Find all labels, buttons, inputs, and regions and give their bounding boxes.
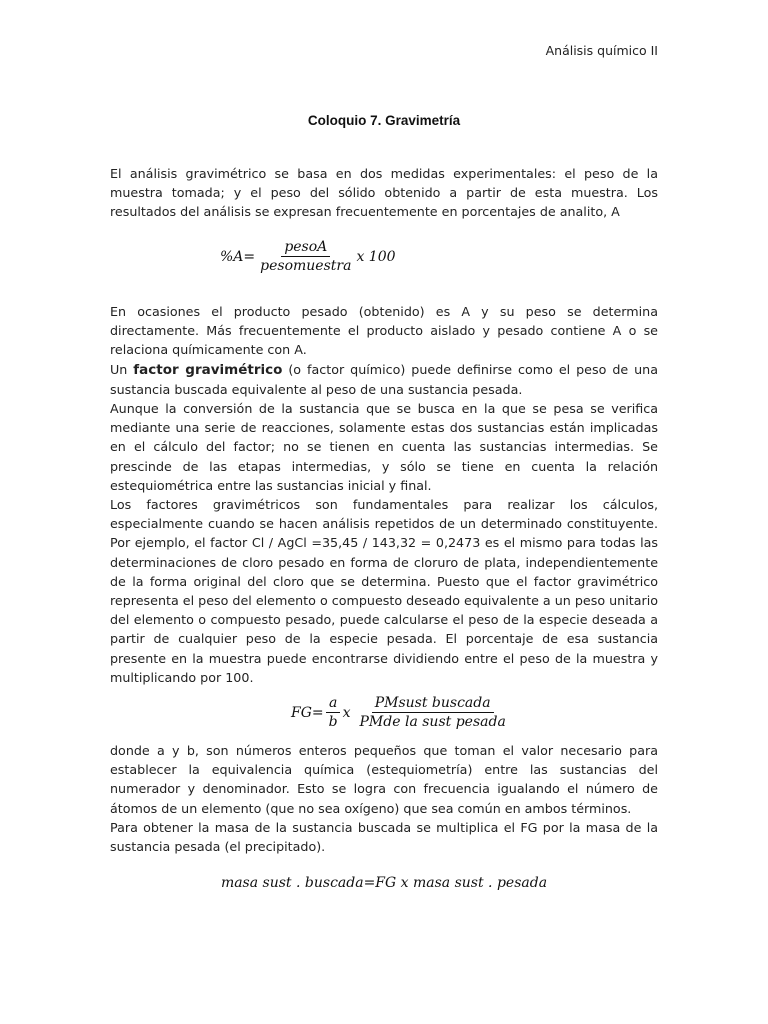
formula2-denominator: PMde la sust pesada [359, 714, 506, 730]
formula2-numerator: PMsust buscada [372, 695, 494, 713]
formula2-pm-fraction [357, 695, 509, 730]
formula2-x: x [342, 704, 351, 721]
body-paragraphs [110, 302, 658, 687]
intro-text: El análisis gravimétrico se basa en dos medidas experimentales: el peso de la muestra tomada; y el peso del sólido obtenido a partir de esta muestra. Los resultados del análisis se expresan frecuentemente en porcentajes de analito, A [110, 166, 658, 220]
formula1-rhs: x 100 [356, 248, 396, 265]
paragraph-2-rest: (o factor químico) puede definirse como el peso de una sustancia buscada equivalente al peso de una sustancia pesada. [110, 361, 658, 397]
body-paragraphs-2 [110, 741, 658, 856]
paragraph-2 [110, 360, 658, 399]
paragraph-1: En ocasiones el producto pesado (obtenido) es A y su peso se determina directamente. Más frecuentemente el producto aislado y pesado contiene A o se relaciona químicamente con A. [110, 304, 658, 358]
intro-paragraph [110, 164, 658, 222]
paragraph-3: Aunque la conversión de la sustancia que se busca en la que se pesa se verifica mediante una serie de reacciones, solamente estas dos sustancias están implicadas en el cálculo del factor; no se tienen en cuenta las sustancias intermedias. Se prescinde de las etapas intermedias, y sólo se tiene en cuenta la relación estequiométrica entre las sustancias inicial y final. [110, 401, 658, 493]
gravimetric-factor-formula [291, 695, 511, 730]
formula3-text: masa sust . buscada=FG x masa sust . pesada [220, 875, 548, 891]
formula1-denominator: pesomuestra [260, 258, 352, 274]
formula1-fraction [257, 239, 354, 274]
formula2-b: b [328, 714, 338, 730]
formula2-ab-fraction [326, 695, 341, 730]
document-title: Coloquio 7. Gravimetría [307, 113, 461, 128]
formula1-numerator: pesoA [281, 239, 330, 257]
header-course: Análisis químico II [545, 43, 658, 58]
paragraph-2-prefix: Un [110, 361, 128, 377]
formula2-lhs: FG= [291, 704, 324, 721]
paragraph-6: Para obtener la masa de la sustancia buscada se multiplica el FG por la masa de la sustancia pesada (el precipitado). [110, 819, 658, 855]
formula1-lhs: %A= [220, 248, 256, 265]
formula2-a: a [326, 695, 340, 713]
percent-analyte-formula [220, 239, 396, 274]
paragraph-5: donde a y b, son números enteros pequeños que toman el valor necesario para establecer la equivalencia química (estequiometría) entre las sustancias del numerador y denominador. Esto se logra con frecuencia igualando el número de átomos de un elemento (que no sea oxígeno) que sea común en ambos términos. [110, 743, 658, 816]
factor-gravimetrico-term: factor gravimétrico [133, 361, 283, 378]
mass-formula [0, 875, 768, 891]
paragraph-4: Los factores gravimétricos son fundamentales para realizar los cálculos, especialmente cuando se hacen análisis repetidos de un determinado constituyente. Por ejemplo, el factor Cl / AgCl =35,45 / 143,32 = 0,2473 es el mismo para todas las determinaciones de cloro pesado en forma de cloruro de plata, independientemente de la forma original del cloro que se determina. Puesto que el factor gravimétrico representa el peso del elemento o compuesto deseado equivalente a un peso unitario del elemento o compuesto pesado, puede calcularse el peso de la especie deseada a partir de cualquier peso de la especie pesada. El porcentaje de esa sustancia presente en la muestra puede encontrarse dividiendo entre el peso de la muestra y multiplicando por 100. [110, 497, 658, 685]
